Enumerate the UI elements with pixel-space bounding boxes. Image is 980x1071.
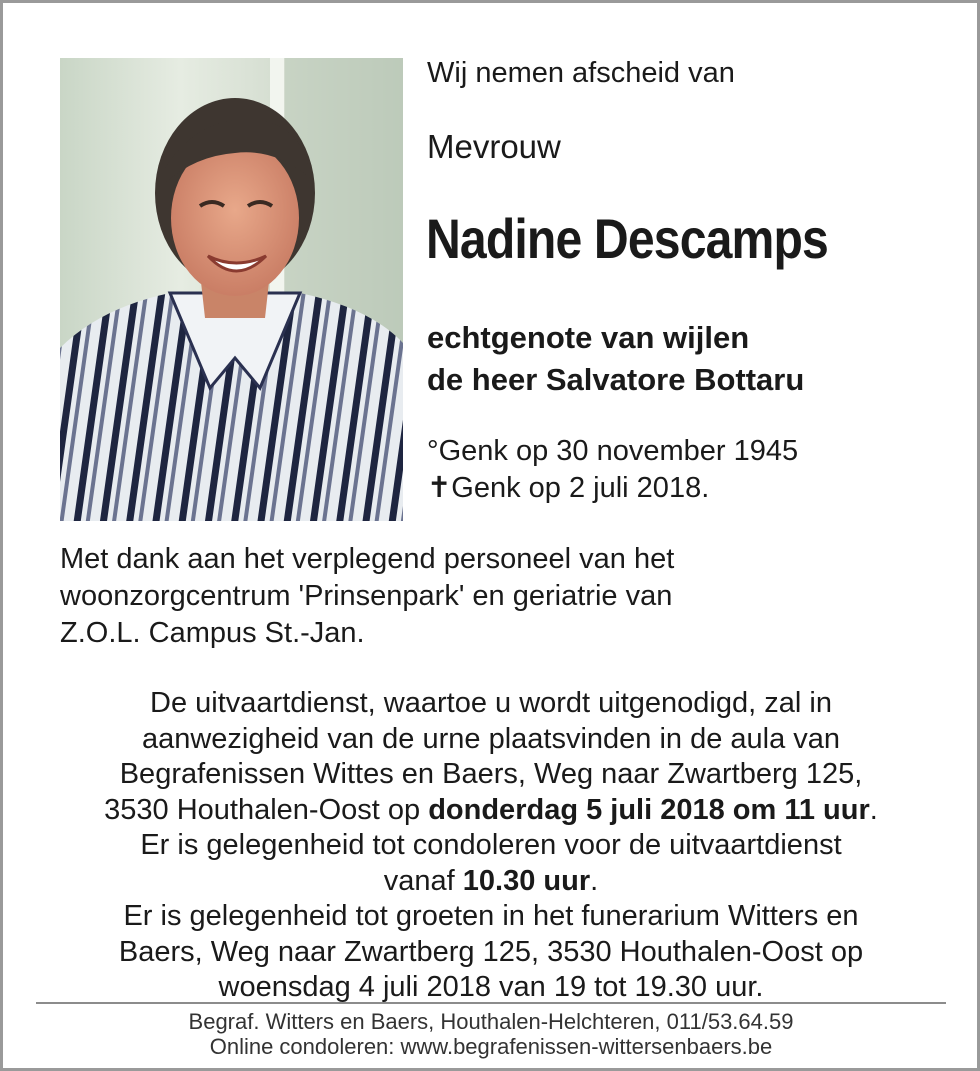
service-line: [33, 864, 949, 900]
footer-divider: [36, 1002, 946, 1004]
spouse-line: de heer Salvatore Bottaru: [427, 362, 805, 397]
service-text: .: [590, 864, 599, 897]
service-line: Baers, Weg naar Zwartberg 125, 3530 Houthalen-Oost op: [118, 935, 864, 968]
thanks-line: Met dank aan het verplegend personeel van het: [60, 543, 675, 575]
service-datetime: donderdag 5 juli 2018 om 11 uur: [428, 793, 870, 826]
thanks-paragraph: [60, 541, 674, 652]
thanks-line: woonzorgcentrum 'Prinsenpark' en geriatrie van: [60, 580, 673, 612]
portrait-photo: [60, 58, 403, 521]
service-line: [33, 793, 949, 829]
service-paragraph: [33, 686, 949, 1006]
condolence-time: 10.30 uur: [462, 864, 591, 897]
condolence-website[interactable]: Online condoleren: www.begrafenissen-wittersenbaers.be: [209, 1034, 773, 1059]
service-line: De uitvaartdienst, waartoe u wordt uitgenodigd, zal in: [150, 687, 832, 719]
service-line: aanwezigheid van de urne plaatsvinden in de aula van: [141, 722, 841, 755]
funeral-home-contact: Begraf. Witters en Baers, Houthalen-Helchteren, 011/53.64.59: [188, 1009, 794, 1034]
service-line: woensdag 4 juli 2018 van 19 tot 19.30 uur.: [218, 971, 764, 1003]
service-line: Begrafenissen Wittes en Baers, Weg naar Zwartberg 125,: [119, 758, 863, 790]
portrait-illustration: [60, 58, 403, 521]
spouse-info: [427, 317, 804, 401]
life-dates: [427, 433, 798, 507]
death-date: ✝Genk op 2 juli 2018.: [427, 472, 710, 504]
spouse-line: echtgenote van wijlen: [427, 320, 750, 355]
service-text: .: [869, 793, 878, 826]
service-line: Er is gelegenheid tot groeten in het funerarium Witters en: [123, 900, 859, 932]
intro-text: Wij nemen afscheid van: [427, 57, 735, 89]
honorific: Mevrouw: [427, 128, 561, 165]
birth-date: °Genk op 30 november 1945: [427, 435, 799, 467]
deceased-name: Nadine Descamps: [426, 207, 828, 270]
service-line: Er is gelegenheid tot condoleren voor de uitvaartdienst: [140, 829, 842, 861]
service-text: 3530 Houthalen-Oost op: [104, 793, 429, 826]
service-text: vanaf: [383, 864, 463, 897]
thanks-line: Z.O.L. Campus St.-Jan.: [60, 617, 365, 649]
footer: [33, 1009, 949, 1059]
